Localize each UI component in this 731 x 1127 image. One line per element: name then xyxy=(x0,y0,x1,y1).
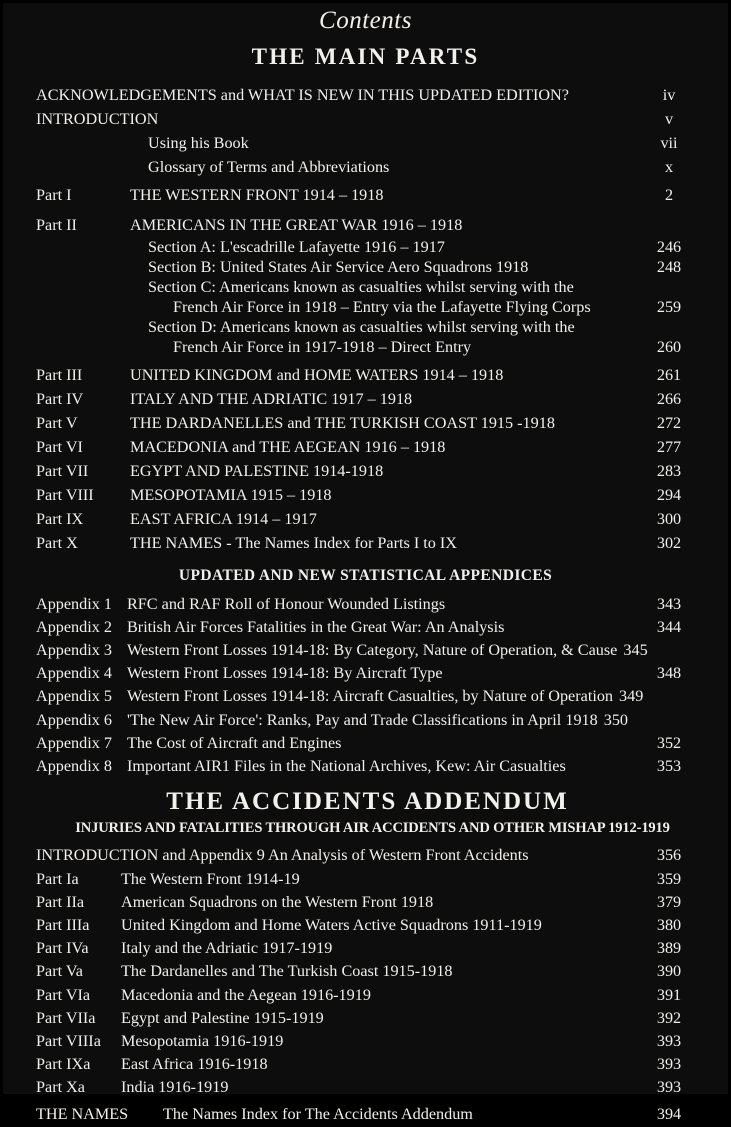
toc-entry-page: 349 xyxy=(619,687,644,706)
part-label: Part X xyxy=(36,533,78,552)
toc-entry-title: ITALY AND THE ADRIATIC 1917 – 1918 xyxy=(130,389,413,408)
toc-entry-title: INTRODUCTION and Appendix 9 An Analysis of Western Front Accidents xyxy=(36,846,529,865)
part-label: Part VIIa xyxy=(36,1008,96,1027)
toc-entry-title: 'The New Air Force': Ranks, Pay and Trade Classifications in April 1918 xyxy=(127,710,598,729)
toc-entry-part-2[interactable] xyxy=(33,213,720,237)
toc-entry-page: 352 xyxy=(656,733,682,752)
toc-entry-title: THE WESTERN FRONT 1914 – 1918 xyxy=(130,185,384,204)
part-label: Part VIa xyxy=(36,985,91,1004)
part-2-sections xyxy=(33,237,720,357)
toc-entry-title: RFC and RAF Roll of Honour Wounded Listings xyxy=(127,594,446,613)
toc-entry-title: The Names Index for The Accidents Addendum xyxy=(163,1105,473,1124)
toc-entry-title: India 1916-1919 xyxy=(121,1078,229,1097)
toc-entry-title: UNITED KINGDOM and HOME WATERS 1914 – 1918 xyxy=(130,365,504,384)
toc-entry-part-8[interactable] xyxy=(33,483,720,507)
toc-entry-title: American Squadrons on the Western Front 1918 xyxy=(121,892,434,911)
appendices-heading: UPDATED AND NEW STATISTICAL APPENDICES xyxy=(178,566,553,584)
toc-entry-part-9a[interactable] xyxy=(33,1053,720,1076)
toc-entry-page: 393 xyxy=(656,1055,682,1074)
toc-entry-part-5[interactable] xyxy=(33,411,720,435)
toc-entry-page: 393 xyxy=(656,1031,682,1050)
part-label: Part I xyxy=(36,185,72,204)
toc-entry-part-7[interactable] xyxy=(33,459,720,483)
toc-entry-title: British Air Forces Fatalities in the Great War: An Analysis xyxy=(127,617,505,636)
toc-entry-title: Glossary of Terms and Abbreviations xyxy=(148,157,390,176)
toc-entry-page: 356 xyxy=(656,846,682,865)
toc-entry-page: 272 xyxy=(656,413,682,432)
toc-entry-page: 394 xyxy=(656,1105,682,1124)
toc-entry-part-1a[interactable] xyxy=(33,868,720,891)
toc-entry-page: 343 xyxy=(656,594,682,613)
toc-entry-section[interactable] xyxy=(33,277,720,297)
part-label: Part III xyxy=(36,365,83,384)
toc-entry-section[interactable] xyxy=(33,257,720,277)
toc-entry-page: 353 xyxy=(656,756,682,775)
toc-entry-page: 389 xyxy=(656,939,682,958)
toc-entry-page: 379 xyxy=(656,892,682,911)
appendix-label: Appendix 8 xyxy=(36,756,112,775)
toc-entry-appendix-1[interactable] xyxy=(33,593,720,616)
toc-entry[interactable] xyxy=(33,83,720,107)
appendix-label: Appendix 5 xyxy=(36,687,112,706)
names-label: THE NAMES xyxy=(36,1105,129,1124)
toc-entry-page: 246 xyxy=(656,237,682,256)
toc-entry-title: Western Front Losses 1914-18: Aircraft Casualties, by Nature of Operation xyxy=(127,687,614,706)
toc-entry-page: 294 xyxy=(656,485,682,504)
toc-entry-page: 359 xyxy=(656,869,682,888)
toc-entry-title: Mesopotamia 1916-1919 xyxy=(121,1031,284,1050)
toc-entry-title-wrap xyxy=(127,639,648,662)
part-label: Part VIIIa xyxy=(36,1031,101,1050)
part-label: Part IVa xyxy=(36,939,89,958)
front-matter-list xyxy=(33,83,720,179)
toc-entry-page: 348 xyxy=(656,664,682,683)
toc-entry-title: INTRODUCTION xyxy=(36,109,159,128)
toc-entry-title: EGYPT AND PALESTINE 1914-1918 xyxy=(130,461,384,480)
toc-entry-title: Using his Book xyxy=(148,133,249,152)
toc-entry-title: MESOPOTAMIA 1915 – 1918 xyxy=(130,485,332,504)
appendix-label: Appendix 2 xyxy=(36,617,112,636)
toc-entry[interactable] xyxy=(33,131,720,155)
toc-entry-title: THE NAMES - The Names Index for Parts I to IX xyxy=(130,533,457,552)
toc-entry-page: 392 xyxy=(656,1008,682,1027)
appendix-label: Appendix 6 xyxy=(36,710,112,729)
toc-entry-addendum-intro[interactable] xyxy=(33,844,720,867)
part-label: Part VI xyxy=(36,437,83,456)
toc-entry-title: Western Front Losses 1914-18: By Aircraft Type xyxy=(127,664,443,683)
toc-entry-page: v xyxy=(664,109,674,128)
toc-entry-addendum-names[interactable] xyxy=(33,1103,720,1126)
appendices-list xyxy=(33,593,720,779)
toc-entry-page: 248 xyxy=(656,257,682,276)
toc-entry-part-2a[interactable] xyxy=(33,891,720,914)
part-label: Part IIa xyxy=(36,892,85,911)
toc-entry-section[interactable] xyxy=(33,317,720,337)
toc-entry-page: 350 xyxy=(603,710,629,729)
appendix-label: Appendix 4 xyxy=(36,664,112,683)
toc-entry-page: 344 xyxy=(656,617,682,636)
toc-entry-part-4[interactable] xyxy=(33,387,720,411)
part-label: Part Ia xyxy=(36,869,79,888)
toc-entry-appendix-6[interactable] xyxy=(33,709,720,732)
toc-entry-page: 380 xyxy=(656,915,682,934)
toc-entry-section[interactable] xyxy=(33,237,720,257)
toc-entry-page: vii xyxy=(660,133,678,152)
part-label: Part IXa xyxy=(36,1055,91,1074)
main-parts-list xyxy=(33,363,720,555)
toc-entry-appendix-5[interactable] xyxy=(33,685,720,708)
part-label: Part VIII xyxy=(36,485,94,504)
toc-entry-part-5a[interactable] xyxy=(33,960,720,983)
toc-entry-part-1[interactable] xyxy=(33,183,720,207)
addendum-heading: THE ACCIDENTS ADDENDUM xyxy=(166,788,569,816)
toc-entry-page: 345 xyxy=(623,640,648,659)
toc-entry-title: The Dardanelles and The Turkish Coast 1915-1918 xyxy=(121,962,453,981)
toc-entry-title: Western Front Losses 1914-18: By Category, Nature of Operation, & Cause xyxy=(127,640,618,659)
contents-body xyxy=(3,3,728,1127)
toc-entry-title: THE DARDANELLES and THE TURKISH COAST 1915 -1918 xyxy=(130,413,555,432)
part-label: Part IV xyxy=(36,389,84,408)
part-label: Part IIIa xyxy=(36,915,90,934)
toc-entry-appendix-8[interactable] xyxy=(33,755,720,778)
toc-entry-part-10[interactable] xyxy=(33,531,720,555)
toc-entry-part-3[interactable] xyxy=(33,363,720,387)
toc-entry-page: x xyxy=(664,157,674,176)
page-title: Contents xyxy=(319,7,412,34)
toc-entry-appendix-7[interactable] xyxy=(33,732,720,755)
toc-entry-page: 391 xyxy=(656,985,682,1004)
toc-entry-title: The Cost of Aircraft and Engines xyxy=(127,733,342,752)
toc-entry-title: Section A: L'escadrille Lafayette 1916 – 1917 xyxy=(148,237,445,256)
toc-entry-page: 261 xyxy=(656,365,682,384)
toc-entry-page: 302 xyxy=(656,533,682,552)
toc-entry[interactable] xyxy=(33,107,720,131)
toc-entry-title-wrap xyxy=(127,709,628,732)
toc-entry-title: Macedonia and the Aegean 1916-1919 xyxy=(121,985,371,1004)
toc-entry-title: EAST AFRICA 1914 – 1917 xyxy=(130,509,317,528)
toc-entry-page: 277 xyxy=(656,437,682,456)
part-label: Part VII xyxy=(36,461,89,480)
toc-entry-title: Section C: Americans known as casualties whilst serving with the xyxy=(148,277,574,296)
toc-entry-page: 393 xyxy=(656,1078,682,1097)
part-label: Part IX xyxy=(36,509,84,528)
toc-entry-title: French Air Force in 1917-1918 – Direct Entry xyxy=(173,337,472,356)
toc-entry-title: Section B: United States Air Service Aero Squadrons 1918 xyxy=(148,257,529,276)
toc-entry-page: 2 xyxy=(664,185,674,204)
toc-entry-page: 283 xyxy=(656,461,682,480)
toc-entry-page: 300 xyxy=(656,509,682,528)
toc-entry-page: 260 xyxy=(656,337,682,356)
toc-entry-title: French Air Force in 1918 – Entry via the Lafayette Flying Corps xyxy=(173,297,591,316)
part-label: Part Va xyxy=(36,962,83,981)
appendix-label: Appendix 1 xyxy=(36,594,112,613)
addendum-subheading: INJURIES AND FATALITIES THROUGH AIR ACCIDENTS AND OTHER MISHAP 1912-1919 xyxy=(75,819,670,836)
toc-entry-part-7a[interactable] xyxy=(33,1007,720,1030)
part-label: Part V xyxy=(36,413,78,432)
toc-entry-page: 266 xyxy=(656,389,682,408)
toc-entry-title-wrap xyxy=(127,685,643,708)
toc-entry-part-10a[interactable] xyxy=(33,1076,720,1099)
toc-entry-title: Important AIR1 Files in the National Archives, Kew: Air Casualties xyxy=(127,756,566,775)
toc-entry-appendix-3[interactable] xyxy=(33,639,720,662)
toc-entry-part-9[interactable] xyxy=(33,507,720,531)
toc-entry-title: ACKNOWLEDGEMENTS and WHAT IS NEW IN THIS UPDATED EDITION? xyxy=(36,85,569,104)
toc-entry-title: United Kingdom and Home Waters Active Squadrons 1911-1919 xyxy=(121,915,542,934)
appendix-label: Appendix 3 xyxy=(36,640,112,659)
toc-entry-part-6a[interactable] xyxy=(33,984,720,1007)
toc-entry-part-3a[interactable] xyxy=(33,914,720,937)
toc-entry-title: Section D: Americans known as casualties whilst serving with the xyxy=(148,317,575,336)
appendix-label: Appendix 7 xyxy=(36,733,112,752)
toc-entry-appendix-4[interactable] xyxy=(33,662,720,685)
toc-entry-page: 390 xyxy=(656,962,682,981)
toc-entry-title: AMERICANS IN THE GREAT WAR 1916 – 1918 xyxy=(130,215,463,234)
part-label: Part II xyxy=(36,215,77,234)
toc-entry-page: iv xyxy=(662,85,676,104)
toc-entry-title: The Western Front 1914-19 xyxy=(121,869,300,888)
toc-entry-part-8a[interactable] xyxy=(33,1030,720,1053)
addendum-list xyxy=(33,844,720,1126)
toc-entry-title: MACEDONIA and THE AEGEAN 1916 – 1918 xyxy=(130,437,446,456)
toc-entry[interactable] xyxy=(33,155,720,179)
part-label: Part Xa xyxy=(36,1078,85,1097)
toc-entry-title: Italy and the Adriatic 1917-1919 xyxy=(121,939,333,958)
toc-entry-part-4a[interactable] xyxy=(33,937,720,960)
main-parts-heading: THE MAIN PARTS xyxy=(251,43,480,69)
toc-entry-title: Egypt and Palestine 1915-1919 xyxy=(121,1008,324,1027)
toc-entry-title: East Africa 1916-1918 xyxy=(121,1055,268,1074)
toc-entry-section-continuation[interactable] xyxy=(33,337,720,357)
toc-entry-appendix-2[interactable] xyxy=(33,616,720,639)
toc-entry-page: 259 xyxy=(656,297,682,316)
toc-entry-part-6[interactable] xyxy=(33,435,720,459)
toc-entry-section-continuation[interactable] xyxy=(33,297,720,317)
